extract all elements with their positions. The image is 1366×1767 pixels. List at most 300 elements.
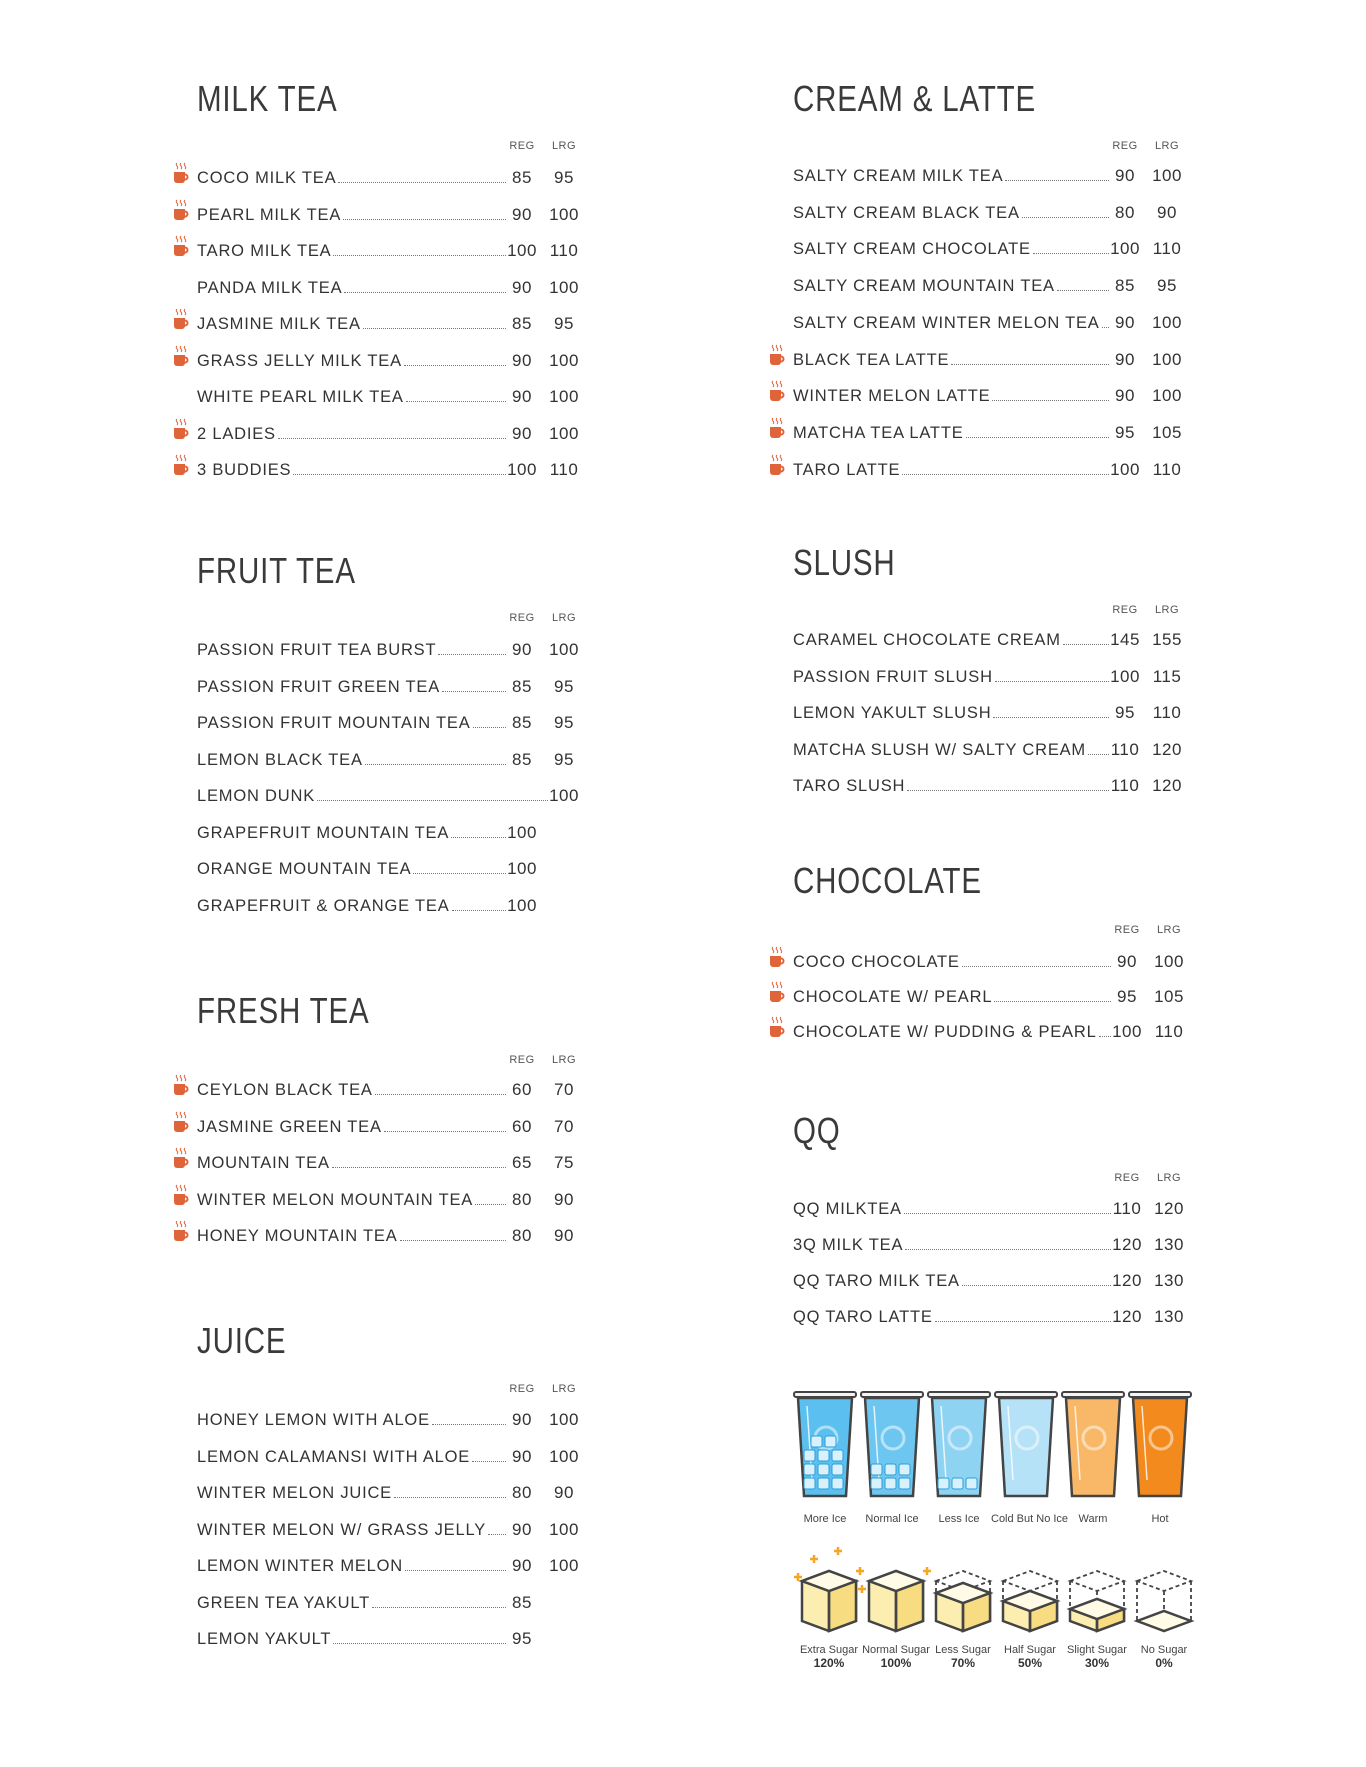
item-name: GRAPEFRUIT MOUNTAIN TEA <box>197 823 450 842</box>
menu-item[interactable] <box>197 782 550 806</box>
price-large: 110 <box>1154 1022 1184 1041</box>
item-name: WINTER MELON LATTE <box>793 387 991 406</box>
ice-level-label: Less Ice <box>938 1513 980 1525</box>
menu-item[interactable] <box>197 310 508 334</box>
sugar-cube-icon <box>859 1545 933 1635</box>
price-large: 100 <box>549 786 579 805</box>
lrg-column-header: LRG <box>551 140 577 152</box>
hot-cup-icon <box>173 308 189 332</box>
price-large: 100 <box>1152 386 1182 406</box>
dotted-leader <box>904 1213 1111 1214</box>
item-name: WHITE PEARL MILK TEA <box>197 388 404 406</box>
dotted-leader <box>473 727 506 728</box>
ice-level-4 <box>1058 1370 1128 1525</box>
price-regular: 100 <box>507 460 537 479</box>
price-large: 110 <box>1152 239 1182 259</box>
price-regular: 90 <box>512 277 532 297</box>
price-regular: 110 <box>1110 739 1140 759</box>
menu-item[interactable] <box>793 772 1111 796</box>
sugar-level-4 <box>1060 1545 1134 1670</box>
menu-item[interactable] <box>197 420 508 444</box>
item-name: WINTER MELON JUICE <box>197 1484 392 1502</box>
item-name: LEMON BLACK TEA <box>197 750 363 769</box>
dotted-leader <box>384 1131 506 1132</box>
item-name: PASSION FRUIT TEA BURST <box>197 641 437 659</box>
dotted-leader <box>333 1643 506 1644</box>
item-name: LEMON DUNK <box>197 787 316 805</box>
price-regular: 85 <box>512 713 532 732</box>
dotted-leader <box>992 400 1109 401</box>
price-regular: 90 <box>1115 386 1135 406</box>
reg-column-header: REG <box>509 1383 535 1395</box>
dotted-leader <box>962 966 1111 967</box>
price-regular: 85 <box>512 676 532 696</box>
hot-cup-icon <box>173 418 189 442</box>
item-name: PASSION FRUIT MOUNTAIN TEA <box>197 714 471 732</box>
item-name: WINTER MELON MOUNTAIN TEA <box>197 1190 474 1209</box>
price-large: 100 <box>549 204 579 224</box>
price-regular: 85 <box>512 314 532 333</box>
price-regular: 80 <box>512 1226 532 1245</box>
price-large: 90 <box>554 1483 574 1502</box>
item-name: PASSION FRUIT SLUSH <box>793 667 993 686</box>
ice-level-2 <box>924 1370 994 1525</box>
price-regular: 120 <box>1112 1271 1142 1290</box>
price-large: 100 <box>549 350 579 370</box>
dotted-leader <box>394 1497 506 1498</box>
sugar-level-0 <box>792 1545 866 1670</box>
reg-column-header: REG <box>1114 924 1140 936</box>
price-large: 70 <box>554 1116 574 1136</box>
price-large: 115 <box>1152 666 1182 686</box>
hot-cup-icon <box>769 380 785 404</box>
item-name: JASMINE GREEN TEA <box>197 1117 382 1136</box>
menu-item[interactable] <box>793 309 1111 333</box>
price-regular: 100 <box>507 241 537 260</box>
dotted-leader <box>344 292 506 293</box>
hot-cup-icon <box>173 1111 189 1135</box>
menu-item[interactable] <box>197 456 508 480</box>
menu-item[interactable] <box>793 1267 1113 1291</box>
price-large: 95 <box>554 314 574 333</box>
price-regular: 85 <box>512 1592 532 1612</box>
menu-item[interactable] <box>197 1479 508 1503</box>
lrg-column-header: LRG <box>1156 924 1182 936</box>
section-title: FRUIT TEA <box>197 550 356 591</box>
price-large: 100 <box>1154 952 1184 971</box>
item-name: GRAPEFRUIT & ORANGE TEA <box>197 896 450 915</box>
lrg-column-header: LRG <box>551 612 577 624</box>
item-name: SALTY CREAM CHOCOLATE <box>793 240 1031 259</box>
price-large: 110 <box>549 241 579 260</box>
item-name: BLACK TEA LATTE <box>793 350 950 369</box>
dotted-leader <box>400 1240 506 1241</box>
dotted-leader <box>338 182 506 183</box>
menu-item[interactable] <box>197 1149 508 1173</box>
price-large: 105 <box>1152 422 1182 442</box>
dotted-leader <box>442 691 506 692</box>
price-large: 95 <box>1157 276 1177 296</box>
price-large: 110 <box>1152 459 1182 479</box>
menu-item[interactable] <box>197 855 508 879</box>
price-large: 100 <box>1152 166 1182 185</box>
ice-level-0 <box>790 1370 860 1525</box>
price-regular: 90 <box>512 640 532 659</box>
hot-cup-icon <box>173 1074 189 1098</box>
dotted-leader <box>372 1607 506 1608</box>
item-name: 2 LADIES <box>197 424 276 443</box>
menu-item[interactable] <box>197 746 508 770</box>
section-title: JUICE <box>197 1320 287 1361</box>
item-name: LEMON CALAMANSI WITH ALOE <box>197 1447 471 1466</box>
price-large: 70 <box>554 1080 574 1099</box>
item-name: LEMON WINTER MELON <box>197 1557 403 1575</box>
menu-item[interactable] <box>197 164 508 188</box>
price-regular: 60 <box>512 1080 532 1099</box>
price-large: 95 <box>554 676 574 696</box>
price-large: 90 <box>554 1189 574 1209</box>
item-name: SALTY CREAM MOUNTAIN TEA <box>793 277 1055 296</box>
menu-item[interactable] <box>793 346 1111 370</box>
dotted-leader <box>405 1570 506 1571</box>
hot-cup-icon <box>769 981 785 1005</box>
dotted-leader <box>451 837 506 838</box>
menu-item[interactable] <box>197 1589 508 1613</box>
sugar-level-label: Less Sugar <box>935 1644 991 1656</box>
item-name: COCO MILK TEA <box>197 169 337 187</box>
dotted-leader <box>343 219 506 220</box>
lrg-column-header: LRG <box>1156 1172 1182 1184</box>
price-large: 130 <box>1154 1271 1184 1290</box>
price-large: 100 <box>1152 349 1182 369</box>
sugar-level-label: Extra Sugar <box>799 1644 859 1656</box>
section-title: CREAM & LATTE <box>793 78 1037 119</box>
menu-item[interactable] <box>197 347 508 371</box>
ice-level-label: Warm <box>1078 1513 1108 1525</box>
dotted-leader <box>406 401 506 402</box>
menu-item[interactable] <box>197 237 508 261</box>
reg-column-header: REG <box>509 140 535 152</box>
reg-column-header: REG <box>1112 604 1138 616</box>
item-name: GRASS JELLY MILK TEA <box>197 351 402 370</box>
price-regular: 100 <box>507 822 537 842</box>
price-large: 100 <box>549 640 579 659</box>
price-regular: 110 <box>1112 1199 1142 1218</box>
menu-item[interactable] <box>793 382 1111 406</box>
item-name: COCO CHOCOLATE <box>793 953 960 971</box>
price-regular: 95 <box>1115 422 1135 442</box>
dotted-leader <box>404 365 506 366</box>
dotted-leader <box>472 1461 506 1462</box>
sugar-level-percent: 100% <box>880 1656 912 1670</box>
section-title: CHOCOLATE <box>793 860 982 901</box>
sugar-level-percent: 0% <box>1155 1656 1173 1670</box>
price-large: 110 <box>1152 703 1182 722</box>
menu-item[interactable] <box>197 1113 508 1137</box>
price-regular: 90 <box>512 204 532 224</box>
menu-item[interactable] <box>793 699 1111 723</box>
menu-item[interactable] <box>793 1231 1113 1255</box>
price-large: 100 <box>549 387 579 406</box>
lrg-column-header: LRG <box>1154 604 1180 616</box>
sugar-level-percent: 30% <box>1084 1656 1110 1670</box>
menu-item[interactable] <box>793 626 1111 650</box>
sugar-level-percent: 70% <box>950 1656 976 1670</box>
menu-item[interactable] <box>197 673 508 697</box>
menu-item[interactable] <box>793 199 1111 223</box>
price-regular: 90 <box>1117 952 1137 971</box>
dotted-leader <box>966 437 1109 438</box>
item-name: CHOCOLATE W/ PUDDING & PEARL <box>793 1023 1097 1041</box>
cup-icon <box>790 1370 860 1498</box>
price-regular: 90 <box>512 1446 532 1466</box>
price-large: 90 <box>1157 202 1177 222</box>
reg-column-header: REG <box>509 612 535 624</box>
price-large: 90 <box>554 1226 574 1245</box>
menu-item[interactable] <box>197 383 508 407</box>
lrg-column-header: LRG <box>1154 140 1180 152</box>
price-regular: 95 <box>1115 703 1135 722</box>
menu-item[interactable] <box>793 948 1113 972</box>
price-large: 155 <box>1152 630 1182 649</box>
menu-item[interactable] <box>197 1625 508 1649</box>
dotted-leader <box>993 717 1109 718</box>
hot-cup-icon <box>173 1147 189 1171</box>
dotted-leader <box>278 438 506 439</box>
hot-cup-icon <box>173 345 189 369</box>
item-name: SALTY CREAM MILK TEA <box>793 167 1004 185</box>
sugar-cube-icon <box>792 1545 866 1635</box>
item-name: SALTY CREAM BLACK TEA <box>793 203 1020 222</box>
price-regular: 100 <box>507 895 537 915</box>
sugar-level-percent: 120% <box>813 1656 845 1670</box>
sugar-level-percent: 50% <box>1017 1656 1043 1670</box>
menu-item[interactable] <box>197 1552 508 1576</box>
item-name: CHOCOLATE W/ PEARL <box>793 988 993 1006</box>
menu-item[interactable] <box>793 456 1111 480</box>
cup-icon <box>991 1370 1061 1498</box>
price-regular: 90 <box>512 1519 532 1539</box>
cup-icon <box>924 1370 994 1498</box>
menu-item[interactable] <box>793 663 1111 687</box>
hot-cup-icon <box>769 946 785 970</box>
menu-item[interactable] <box>793 983 1113 1007</box>
hot-cup-icon <box>173 454 189 478</box>
item-name: TARO MILK TEA <box>197 242 332 260</box>
sugar-level-label: Normal Sugar <box>862 1644 930 1656</box>
menu-item[interactable] <box>197 892 508 916</box>
hot-cup-icon <box>173 199 189 223</box>
price-large: 95 <box>554 168 574 187</box>
menu-item[interactable] <box>793 736 1111 760</box>
price-regular: 110 <box>1110 776 1140 795</box>
item-name: QQ TARO LATTE <box>793 1308 933 1326</box>
item-name: PANDA MILK TEA <box>197 278 343 297</box>
menu-item[interactable] <box>793 419 1111 443</box>
sugar-level-1 <box>859 1545 933 1670</box>
price-large: 120 <box>1154 1199 1184 1218</box>
menu-item[interactable] <box>197 201 508 225</box>
dotted-leader <box>452 910 506 911</box>
ice-level-label: Hot <box>1151 1513 1169 1525</box>
item-name: CEYLON BLACK TEA <box>197 1081 373 1099</box>
price-regular: 95 <box>1117 987 1137 1006</box>
item-name: HONEY LEMON WITH ALOE <box>197 1411 430 1429</box>
menu-item[interactable] <box>197 1222 508 1246</box>
price-regular: 90 <box>512 350 532 370</box>
menu-item[interactable] <box>197 1516 508 1540</box>
hot-cup-icon <box>173 1220 189 1244</box>
item-name: PEARL MILK TEA <box>197 205 342 224</box>
hot-cup-icon <box>173 1184 189 1208</box>
item-name: WINTER MELON W/ GRASS JELLY <box>197 1520 486 1539</box>
menu-item[interactable] <box>793 272 1111 296</box>
sugar-level-5 <box>1127 1545 1201 1670</box>
price-regular: 85 <box>1115 276 1135 296</box>
menu-item[interactable] <box>197 709 508 733</box>
hot-cup-icon <box>769 417 785 441</box>
menu-item[interactable] <box>197 819 508 843</box>
price-regular: 120 <box>1112 1307 1142 1326</box>
cup-icon <box>857 1370 927 1498</box>
item-name: ORANGE MOUNTAIN TEA <box>197 860 412 878</box>
price-regular: 90 <box>1115 349 1135 369</box>
price-large: 100 <box>549 277 579 297</box>
price-large: 100 <box>549 1410 579 1429</box>
price-regular: 100 <box>1110 666 1140 686</box>
item-name: MATCHA SLUSH W/ SALTY CREAM <box>793 740 1086 759</box>
item-name: CARAMEL CHOCOLATE CREAM <box>793 631 1061 649</box>
price-regular: 90 <box>512 1410 532 1429</box>
item-name: TARO LATTE <box>793 460 901 479</box>
menu-item[interactable] <box>793 1195 1113 1219</box>
price-regular: 100 <box>1110 239 1140 259</box>
ice-level-3 <box>991 1370 1069 1525</box>
price-regular: 90 <box>512 1556 532 1575</box>
dotted-leader <box>905 1249 1111 1250</box>
item-name: PASSION FRUIT GREEN TEA <box>197 677 441 696</box>
price-regular: 100 <box>1112 1022 1142 1041</box>
lrg-column-header: LRG <box>551 1054 577 1066</box>
dotted-leader <box>935 1321 1111 1322</box>
dotted-leader <box>951 364 1109 365</box>
reg-column-header: REG <box>509 1054 535 1066</box>
dotted-leader <box>1033 253 1109 254</box>
price-large: 130 <box>1154 1307 1184 1326</box>
cup-icon <box>1125 1370 1195 1498</box>
dotted-leader <box>1057 290 1109 291</box>
dotted-leader <box>365 764 506 765</box>
dotted-leader <box>332 1167 506 1168</box>
hot-cup-icon <box>769 344 785 368</box>
dotted-leader <box>293 474 506 475</box>
price-regular: 90 <box>512 423 532 443</box>
dotted-leader <box>1022 217 1109 218</box>
price-large: 105 <box>1154 987 1184 1006</box>
menu-item[interactable] <box>793 1018 1113 1042</box>
hot-cup-icon <box>769 1016 785 1040</box>
dotted-leader <box>1005 180 1109 181</box>
price-large: 100 <box>549 1446 579 1466</box>
menu-item[interactable] <box>793 235 1111 259</box>
dotted-leader <box>375 1094 506 1095</box>
price-large: 95 <box>554 713 574 732</box>
sugar-level-label: Slight Sugar <box>1067 1644 1127 1656</box>
dotted-leader <box>907 790 1109 791</box>
dotted-leader <box>994 1001 1111 1002</box>
item-name: HONEY MOUNTAIN TEA <box>197 1227 398 1245</box>
dotted-leader <box>333 255 506 256</box>
dotted-leader <box>995 681 1109 682</box>
section-title: MILK TEA <box>197 78 338 119</box>
price-regular: 90 <box>512 387 532 406</box>
price-regular: 100 <box>1110 459 1140 479</box>
price-large: 95 <box>554 749 574 769</box>
item-name: GREEN TEA YAKULT <box>197 1593 370 1612</box>
section-title: SLUSH <box>793 542 896 583</box>
price-large: 120 <box>1152 776 1182 795</box>
price-large: 75 <box>554 1153 574 1172</box>
item-name: LEMON YAKULT SLUSH <box>793 704 992 722</box>
reg-column-header: REG <box>1114 1172 1140 1184</box>
price-regular: 80 <box>1115 202 1135 222</box>
item-name: 3 BUDDIES <box>197 461 292 479</box>
item-name: MOUNTAIN TEA <box>197 1154 330 1172</box>
hot-cup-icon <box>769 454 785 478</box>
dotted-leader <box>1063 644 1109 645</box>
sugar-cube-icon <box>1060 1545 1134 1635</box>
menu-item[interactable] <box>197 1186 508 1210</box>
dotted-leader <box>438 654 506 655</box>
price-large: 120 <box>1152 739 1182 759</box>
sugar-level-3 <box>993 1545 1067 1670</box>
menu-item[interactable] <box>793 1303 1113 1327</box>
price-large: 110 <box>549 460 579 479</box>
price-regular: 90 <box>1115 166 1135 185</box>
dotted-leader <box>413 873 506 874</box>
price-regular: 120 <box>1112 1235 1142 1254</box>
price-regular: 85 <box>512 749 532 769</box>
price-large: 100 <box>1152 312 1182 332</box>
hot-cup-icon <box>173 162 189 186</box>
menu-item[interactable] <box>197 1443 508 1467</box>
menu-item[interactable] <box>197 274 508 298</box>
sugar-cube-icon <box>1127 1545 1201 1635</box>
dotted-leader <box>902 474 1109 475</box>
sugar-level-label: No Sugar <box>1140 1644 1188 1656</box>
price-regular: 60 <box>512 1116 532 1136</box>
item-name: QQ MILKTEA <box>793 1200 902 1218</box>
menu-item[interactable] <box>197 1076 508 1100</box>
price-regular: 100 <box>507 859 537 878</box>
menu-item[interactable] <box>197 636 508 660</box>
price-regular: 95 <box>512 1629 532 1648</box>
item-name: TARO SLUSH <box>793 777 906 795</box>
price-regular: 85 <box>512 168 532 187</box>
cup-icon <box>1058 1370 1128 1498</box>
ice-level-label: Normal Ice <box>865 1513 919 1525</box>
price-regular: 80 <box>512 1189 532 1209</box>
dotted-leader <box>432 1424 506 1425</box>
menu-item[interactable] <box>197 1406 508 1430</box>
item-name: SALTY CREAM WINTER MELON TEA <box>793 313 1100 332</box>
menu-item[interactable] <box>793 162 1111 186</box>
item-name: QQ TARO MILK TEA <box>793 1272 960 1290</box>
lrg-column-header: LRG <box>551 1383 577 1395</box>
ice-level-5 <box>1125 1370 1195 1525</box>
item-name: 3Q MILK TEA <box>793 1236 904 1254</box>
item-name: JASMINE MILK TEA <box>197 315 361 333</box>
